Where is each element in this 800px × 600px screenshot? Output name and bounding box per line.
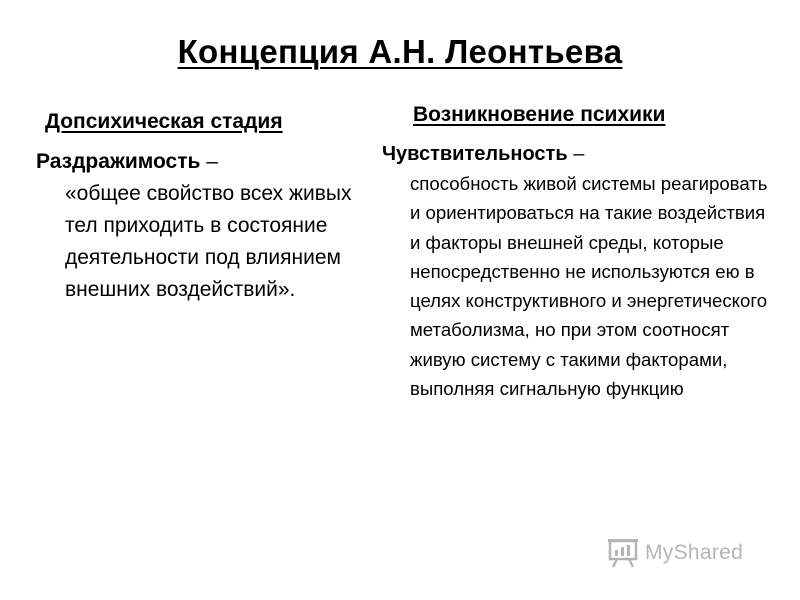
- right-dash: –: [567, 143, 585, 165]
- watermark-text: MyShared: [645, 541, 744, 564]
- left-definition: «общее свойство всех живых тел приходить в состояние деятельности под влиянием внешних воздействий».: [65, 182, 352, 301]
- left-dash: –: [200, 150, 218, 173]
- left-column-body: [36, 146, 366, 306]
- right-term-line: [382, 140, 782, 169]
- right-column-heading: Возникновение психики: [413, 103, 666, 126]
- presentation-board-icon: [607, 537, 641, 569]
- right-term: Чувствительность: [382, 143, 568, 165]
- right-column-body: [382, 140, 782, 403]
- slide-title: Концепция А.Н. Леонтьева: [177, 33, 623, 70]
- myshared-watermark: [607, 537, 743, 569]
- left-column-heading: Допсихическая стадия: [45, 110, 283, 133]
- left-term: Раздражимость: [36, 150, 201, 173]
- right-definition: способность живой системы реагировать и ориентироваться на такие воздействия и факторы внешней среды, которые непосредственно не используются ею в целях конструктивного и энергетического метаболизма, но при этом соотносят живую систему с такими факторами, выполняя сигнальную функцию: [410, 173, 768, 400]
- left-term-line: [36, 146, 366, 178]
